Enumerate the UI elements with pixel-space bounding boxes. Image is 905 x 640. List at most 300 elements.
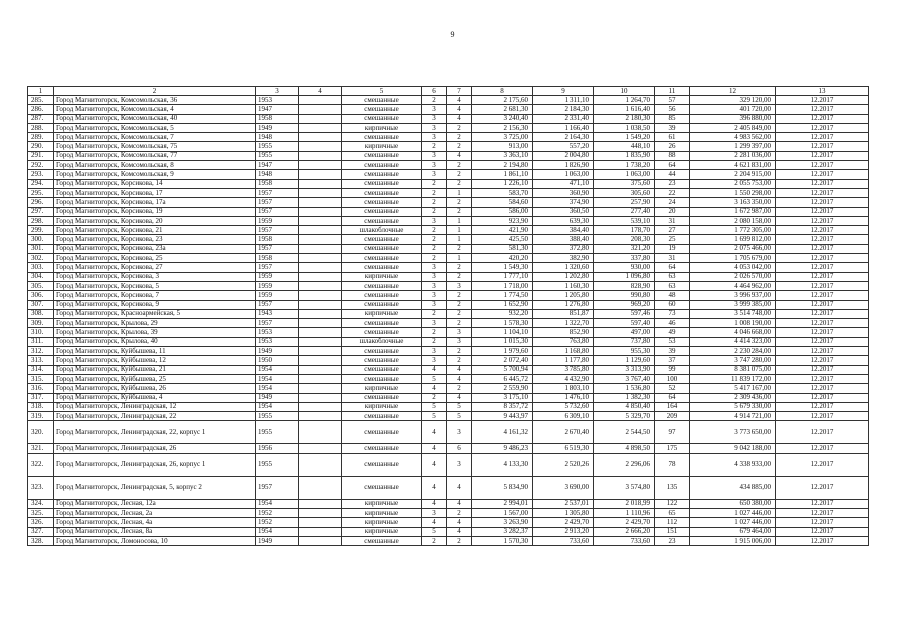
table-cell: 1 027 446,00 — [690, 508, 776, 517]
table-cell: 12.2017 — [776, 393, 869, 402]
table-cell: 828,90 — [594, 281, 655, 290]
column-number: 7 — [447, 87, 472, 96]
table-cell: 12.2017 — [776, 476, 869, 499]
table-cell: 301. — [28, 244, 54, 253]
table-cell: 1 — [447, 188, 472, 197]
table-cell: 360,90 — [533, 188, 594, 197]
table-cell: 2 004,80 — [533, 151, 594, 160]
table-cell: 1 718,00 — [472, 281, 533, 290]
table-cell — [299, 518, 342, 527]
table-cell: 3 163 350,00 — [690, 198, 776, 207]
table-cell: 2 072,40 — [472, 356, 533, 365]
table-cell: смешанные — [342, 207, 422, 216]
table-cell: 3 767,40 — [594, 374, 655, 383]
table-cell: 4 — [422, 453, 447, 476]
table-cell: 4 133,30 — [472, 453, 533, 476]
table-cell: 4 — [447, 151, 472, 160]
table-cell: 1 549,20 — [594, 133, 655, 142]
table-cell: 48 — [655, 291, 690, 300]
table-cell: 1 803,10 — [533, 384, 594, 393]
table-row — [28, 226, 869, 235]
table-cell: 12.2017 — [776, 328, 869, 337]
table-cell: 27 — [655, 226, 690, 235]
table-cell — [299, 444, 342, 453]
table-cell: 2 — [447, 161, 472, 170]
table-cell: 85 — [655, 114, 690, 123]
table-cell: 12.2017 — [776, 151, 869, 160]
table-cell: 5 329,70 — [594, 412, 655, 421]
table-cell: 969,20 — [594, 300, 655, 309]
table-cell: 1954 — [256, 384, 299, 393]
table-cell: 1 570,30 — [472, 536, 533, 545]
table-cell: 2 — [447, 142, 472, 151]
table-cell: 2 180,30 — [594, 114, 655, 123]
table-cell: 322. — [28, 453, 54, 476]
table-cell: 2 670,40 — [533, 421, 594, 444]
column-number: 13 — [776, 87, 869, 96]
table-cell: 39 — [655, 123, 690, 132]
table-cell: Город Магнитогорск, Лесная, 12а — [54, 499, 256, 508]
table-cell — [299, 374, 342, 383]
table-cell: 2 309 436,00 — [690, 393, 776, 402]
table-cell: Город Магнитогорск, Корсикова, 20 — [54, 216, 256, 225]
table-cell: 22 — [655, 188, 690, 197]
table-cell: 2 — [422, 235, 447, 244]
table-cell: 1959 — [256, 291, 299, 300]
table-cell: 2 164,30 — [533, 133, 594, 142]
table-cell — [299, 254, 342, 263]
table-cell: 1954 — [256, 402, 299, 411]
table-cell: 3 785,80 — [533, 365, 594, 374]
table-cell: смешанные — [342, 114, 422, 123]
table-cell: 852,90 — [533, 328, 594, 337]
table-cell: 9 486,23 — [472, 444, 533, 453]
table-cell: 178,70 — [594, 226, 655, 235]
table-cell: 1 — [447, 254, 472, 263]
table-row — [28, 188, 869, 197]
table-cell: 73 — [655, 309, 690, 318]
column-number: 11 — [655, 87, 690, 96]
table-cell: 2 — [422, 254, 447, 263]
table-cell: 4 — [447, 499, 472, 508]
table-cell: 12.2017 — [776, 347, 869, 356]
table-row — [28, 254, 869, 263]
table-cell: 4 161,32 — [472, 421, 533, 444]
table-cell: смешанные — [342, 105, 422, 114]
table-cell: 1953 — [256, 96, 299, 105]
table-cell: 12.2017 — [776, 198, 869, 207]
table-cell: кирпичные — [342, 142, 422, 151]
table-cell: 3 — [422, 281, 447, 290]
table-cell: 2 080 158,00 — [690, 216, 776, 225]
table-cell: 3 — [422, 151, 447, 160]
table-cell: 1952 — [256, 508, 299, 517]
table-cell: 1943 — [256, 309, 299, 318]
table-cell: 1 652,90 — [472, 300, 533, 309]
table-cell: 2 — [447, 207, 472, 216]
table-cell: 4 — [422, 518, 447, 527]
table-cell: 4 — [422, 365, 447, 374]
table-cell: 923,90 — [472, 216, 533, 225]
table-row — [28, 444, 869, 453]
table-cell — [299, 476, 342, 499]
table-cell: 4 914 721,00 — [690, 412, 776, 421]
table-cell: 308. — [28, 309, 54, 318]
table-cell: Город Магнитогорск, Ленинградская, 5, корпус 2 — [54, 476, 256, 499]
table-cell: 3 999 385,00 — [690, 300, 776, 309]
table-cell: 151 — [655, 527, 690, 536]
table-cell: кирпичные — [342, 272, 422, 281]
table-cell: 3 725,00 — [472, 133, 533, 142]
table-cell: 295. — [28, 188, 54, 197]
table-cell: кирпичные — [342, 518, 422, 527]
table-cell: 327. — [28, 527, 54, 536]
table-cell: 3 — [422, 347, 447, 356]
table-cell: 557,20 — [533, 142, 594, 151]
table-cell: Город Магнитогорск, Комсомольская, 77 — [54, 151, 256, 160]
table-cell: 374,90 — [533, 198, 594, 207]
table-cell: 396 880,00 — [690, 114, 776, 123]
table-cell: 164 — [655, 402, 690, 411]
table-cell: 851,87 — [533, 309, 594, 318]
table-cell: 1949 — [256, 536, 299, 545]
table-cell: 5 — [422, 412, 447, 421]
table-cell: 2 — [422, 226, 447, 235]
table-cell: 2 — [422, 244, 447, 253]
table-cell: 2 — [422, 309, 447, 318]
table-cell: Город Магнитогорск, Комсомольская, 75 — [54, 142, 256, 151]
table-cell — [299, 291, 342, 300]
table-cell: 305,60 — [594, 188, 655, 197]
table-cell: 323. — [28, 476, 54, 499]
table-cell: 12.2017 — [776, 216, 869, 225]
table-cell: 303. — [28, 263, 54, 272]
table-cell: 1 979,60 — [472, 347, 533, 356]
table-cell: 4 850,40 — [594, 402, 655, 411]
table-cell: 2 — [422, 198, 447, 207]
table-cell: 135 — [655, 476, 690, 499]
table-cell: 290. — [28, 142, 54, 151]
table-row — [28, 179, 869, 188]
table-cell: 209 — [655, 412, 690, 421]
table-cell: 1947 — [256, 161, 299, 170]
table-cell — [299, 356, 342, 365]
table-cell: 1954 — [256, 527, 299, 536]
table-cell: 1 096,80 — [594, 272, 655, 281]
table-cell: 6 519,30 — [533, 444, 594, 453]
table-cell: 12.2017 — [776, 142, 869, 151]
table-cell: смешанные — [342, 188, 422, 197]
table-cell: 2 194,80 — [472, 161, 533, 170]
table-cell: 1 536,80 — [594, 384, 655, 393]
table-cell: смешанные — [342, 374, 422, 383]
table-cell: 1957 — [256, 300, 299, 309]
table-row — [28, 235, 869, 244]
table-cell: 2 — [422, 188, 447, 197]
table-cell: 1948 — [256, 133, 299, 142]
table-cell: 305. — [28, 281, 54, 290]
table-cell: Город Магнитогорск, Комсомольская, 8 — [54, 161, 256, 170]
table-cell: 4 898,50 — [594, 444, 655, 453]
table-cell: 388,40 — [533, 235, 594, 244]
table-cell: 2 175,60 — [472, 96, 533, 105]
table-cell: 23 — [655, 536, 690, 545]
table-cell: 6 — [447, 444, 472, 453]
table-cell: кирпичные — [342, 527, 422, 536]
table-cell: Город Магнитогорск, Лесная, 2а — [54, 508, 256, 517]
table-cell: 12.2017 — [776, 281, 869, 290]
table-cell: 2 — [422, 96, 447, 105]
table-cell: смешанные — [342, 328, 422, 337]
table-cell: смешанные — [342, 179, 422, 188]
table-cell: 2 520,26 — [533, 453, 594, 476]
table-cell: 1958 — [256, 235, 299, 244]
table-cell: Город Магнитогорск, Корсикова, 14 — [54, 179, 256, 188]
table-cell: 3 282,37 — [472, 527, 533, 536]
table-cell — [299, 235, 342, 244]
table-cell: 112 — [655, 518, 690, 527]
table-row — [28, 393, 869, 402]
table-cell: Город Магнитогорск, Комсомольская, 40 — [54, 114, 256, 123]
table-cell: Город Магнитогорск, Корсикова, 23а — [54, 244, 256, 253]
table-cell: 12.2017 — [776, 402, 869, 411]
column-number: 5 — [342, 87, 422, 96]
table-cell: смешанные — [342, 263, 422, 272]
table-cell: 1957 — [256, 244, 299, 253]
table-cell: 1 299 397,00 — [690, 142, 776, 151]
table-row — [28, 133, 869, 142]
table-row — [28, 328, 869, 337]
table-cell: 175 — [655, 444, 690, 453]
column-number: 2 — [54, 87, 256, 96]
table-cell: 5 — [447, 412, 472, 421]
table-cell: 2 — [422, 393, 447, 402]
table-cell: 324. — [28, 499, 54, 508]
table-cell: 679 464,00 — [690, 527, 776, 536]
table-cell: 299. — [28, 226, 54, 235]
table-cell: кирпичные — [342, 508, 422, 517]
table-row — [28, 319, 869, 328]
table-cell: 2 429,70 — [533, 518, 594, 527]
table-cell: 5 — [422, 374, 447, 383]
table-cell: 63 — [655, 281, 690, 290]
table-cell: 1 205,80 — [533, 291, 594, 300]
table-cell: 3 690,00 — [533, 476, 594, 499]
table-cell: 539,10 — [594, 216, 655, 225]
table-cell: 1 — [447, 235, 472, 244]
table-cell: 12.2017 — [776, 254, 869, 263]
table-cell: 932,20 — [472, 309, 533, 318]
table-row — [28, 281, 869, 290]
table-cell: 1956 — [256, 444, 299, 453]
table-cell: 1 699 812,00 — [690, 235, 776, 244]
table-cell: 12.2017 — [776, 170, 869, 179]
table-cell: 3 363,10 — [472, 151, 533, 160]
table-cell: 24 — [655, 198, 690, 207]
table-row — [28, 518, 869, 527]
table-cell: 6 309,10 — [533, 412, 594, 421]
table-cell: 3 — [422, 133, 447, 142]
table-cell: Город Магнитогорск, Корсикова, 27 — [54, 263, 256, 272]
table-cell: 2 — [447, 347, 472, 356]
table-cell: 5 700,94 — [472, 365, 533, 374]
table-cell: 12.2017 — [776, 356, 869, 365]
column-number: 4 — [299, 87, 342, 96]
table-cell: 302. — [28, 254, 54, 263]
table-cell: 5 — [447, 402, 472, 411]
table-cell: 2 018,99 — [594, 499, 655, 508]
table-cell: 1953 — [256, 328, 299, 337]
table-cell: 3 747 280,00 — [690, 356, 776, 365]
table-cell: 1957 — [256, 198, 299, 207]
table-cell: 312. — [28, 347, 54, 356]
table-cell: 2 — [447, 123, 472, 132]
table-cell: 60 — [655, 300, 690, 309]
table-cell — [299, 300, 342, 309]
table-cell: 4 621 831,00 — [690, 161, 776, 170]
table-cell: кирпичные — [342, 499, 422, 508]
table-cell: 2 913,20 — [533, 527, 594, 536]
table-cell: 306. — [28, 291, 54, 300]
table-cell: смешанные — [342, 476, 422, 499]
table-cell: 1948 — [256, 170, 299, 179]
table-cell: 2 — [447, 244, 472, 253]
table-cell: Город Магнитогорск, Корсикова, 9 — [54, 300, 256, 309]
table-cell — [299, 96, 342, 105]
table-cell: 733,60 — [594, 536, 655, 545]
table-cell: 37 — [655, 356, 690, 365]
table-cell: 39 — [655, 347, 690, 356]
table-row — [28, 402, 869, 411]
table-cell: 3 773 650,00 — [690, 421, 776, 444]
page-number: 9 — [450, 30, 455, 39]
table-cell: 25 — [655, 235, 690, 244]
table-cell: 2 681,30 — [472, 105, 533, 114]
table-cell — [299, 347, 342, 356]
table-cell: 1955 — [256, 142, 299, 151]
table-cell — [299, 198, 342, 207]
table-cell: 1 264,70 — [594, 96, 655, 105]
table-cell: 471,10 — [533, 179, 594, 188]
table-cell: Город Магнитогорск, Корсикова, 25 — [54, 254, 256, 263]
table-cell: 420,20 — [472, 254, 533, 263]
table-cell: 2 559,90 — [472, 384, 533, 393]
table-cell — [299, 393, 342, 402]
table-cell: 320. — [28, 421, 54, 444]
table-cell: 1 — [447, 226, 472, 235]
table-cell: 1955 — [256, 412, 299, 421]
table-cell: 325. — [28, 508, 54, 517]
table-row — [28, 356, 869, 365]
table-cell: Город Магнитогорск, Ломоносова, 10 — [54, 536, 256, 545]
table-cell: 294. — [28, 179, 54, 188]
table-cell: смешанные — [342, 235, 422, 244]
table-cell: 2 994,01 — [472, 499, 533, 508]
table-cell: Город Магнитогорск, Корсикова, 19 — [54, 207, 256, 216]
table-cell: Город Магнитогорск, Комсомольская, 5 — [54, 123, 256, 132]
table-cell: 337,80 — [594, 254, 655, 263]
table-cell: 3 — [422, 291, 447, 300]
table-cell: Город Магнитогорск, Лесная, 4а — [54, 518, 256, 527]
table-cell: 3 — [422, 508, 447, 517]
table-cell: 2 — [422, 328, 447, 337]
table-row — [28, 337, 869, 346]
table-cell: 930,00 — [594, 263, 655, 272]
table-cell — [299, 263, 342, 272]
table-cell: 12.2017 — [776, 179, 869, 188]
table-cell: 1955 — [256, 453, 299, 476]
table-cell: 1957 — [256, 207, 299, 216]
table-row — [28, 114, 869, 123]
table-cell: 3 175,10 — [472, 393, 533, 402]
table-cell: 2 544,50 — [594, 421, 655, 444]
table-cell: 2 — [447, 179, 472, 188]
table-cell: 64 — [655, 263, 690, 272]
table-cell: 3 240,40 — [472, 114, 533, 123]
table-cell: 4 — [447, 518, 472, 527]
table-cell: 314. — [28, 365, 54, 374]
table-cell: 12.2017 — [776, 235, 869, 244]
table-cell: 3 — [422, 272, 447, 281]
column-number: 6 — [422, 87, 447, 96]
table-cell: 3 — [422, 161, 447, 170]
table-cell: 4 — [447, 527, 472, 536]
table-cell — [299, 309, 342, 318]
table-cell: Город Магнитогорск, Куйбышева, 26 — [54, 384, 256, 393]
table-cell: 12.2017 — [776, 272, 869, 281]
table-cell: Город Магнитогорск, Ленинградская, 22 — [54, 412, 256, 421]
table-cell: 316. — [28, 384, 54, 393]
table-cell: Город Магнитогорск, Красноармейская, 5 — [54, 309, 256, 318]
table-cell: смешанные — [342, 198, 422, 207]
table-cell: Город Магнитогорск, Корсикова, 21 — [54, 226, 256, 235]
table-cell: 1 772 305,00 — [690, 226, 776, 235]
table-cell: 329 120,00 — [690, 96, 776, 105]
table-cell: 12.2017 — [776, 309, 869, 318]
table-cell: 1 567,00 — [472, 508, 533, 517]
table-cell: 4 — [447, 374, 472, 383]
table-cell — [299, 499, 342, 508]
table-cell — [299, 319, 342, 328]
table-cell: 12.2017 — [776, 384, 869, 393]
table-cell: 2 281 036,00 — [690, 151, 776, 160]
table-cell: 12.2017 — [776, 508, 869, 517]
table-cell: Город Магнитогорск, Ленинградская, 12 — [54, 402, 256, 411]
table-cell: 19 — [655, 244, 690, 253]
table-cell: 1 038,50 — [594, 123, 655, 132]
table-cell: Город Магнитогорск, Крылова, 29 — [54, 319, 256, 328]
table-row — [28, 536, 869, 545]
table-cell: 1 027 446,00 — [690, 518, 776, 527]
table-cell: 293. — [28, 170, 54, 179]
table-cell — [299, 527, 342, 536]
table-cell: 2 055 753,00 — [690, 179, 776, 188]
table-cell: 4 983 562,00 — [690, 133, 776, 142]
table-cell: 64 — [655, 161, 690, 170]
table-cell: 3 — [422, 300, 447, 309]
table-cell: 4 — [447, 105, 472, 114]
table-row — [28, 527, 869, 536]
table-cell: 2 — [447, 384, 472, 393]
table-cell: 12.2017 — [776, 319, 869, 328]
table-cell: Город Магнитогорск, Корсикова, 23 — [54, 235, 256, 244]
table-cell: смешанные — [342, 254, 422, 263]
table-cell: 3 — [422, 263, 447, 272]
table-cell: смешанные — [342, 151, 422, 160]
table-cell: Город Магнитогорск, Куйбышева, 4 — [54, 393, 256, 402]
table-cell: 12.2017 — [776, 421, 869, 444]
table-cell: 1 861,10 — [472, 170, 533, 179]
